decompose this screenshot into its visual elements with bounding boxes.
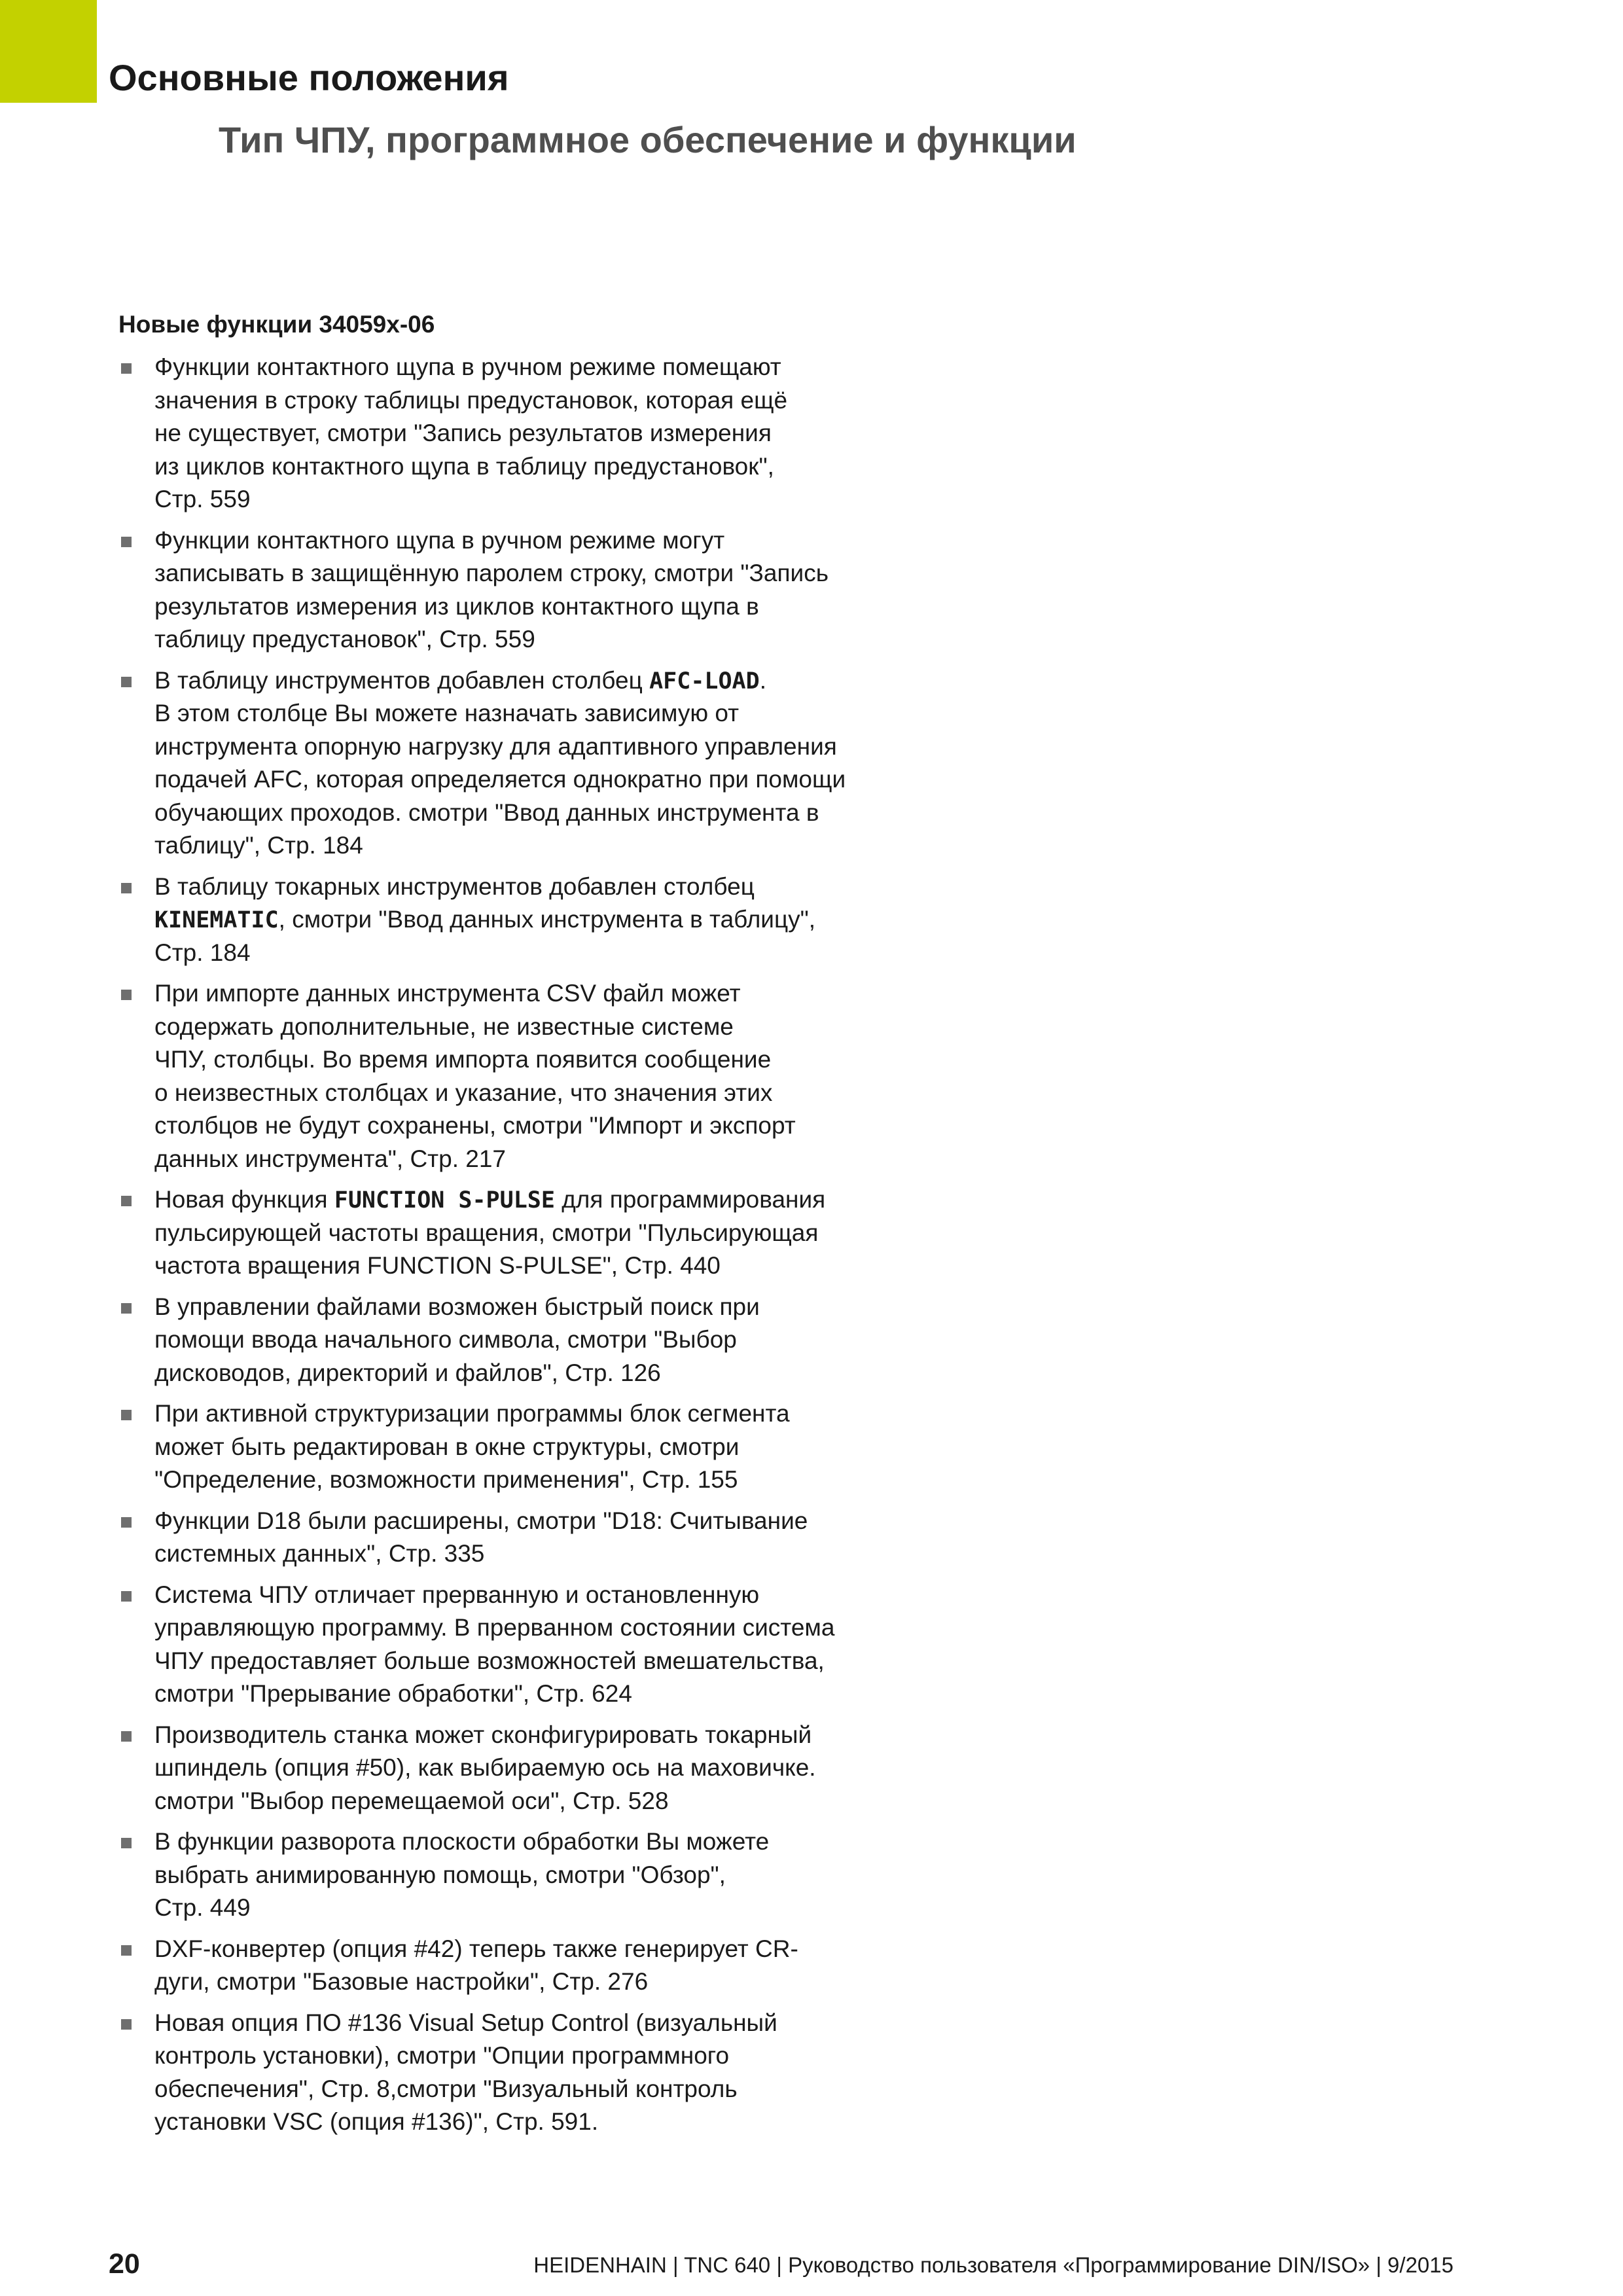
text-segment: DXF-конвертер (опция #42) теперь также генерирует CR- [154,1935,798,1962]
list-item-line [154,1892,963,1925]
square-bullet-icon [121,537,132,547]
text-segment: содержать дополнительные, не известные системе [154,1013,734,1040]
text-segment: частота вращения FUNCTION S-PULSE", Стр. 440 [154,1252,721,1279]
square-bullet-icon [121,1303,132,1314]
text-segment: может быть редактирован в окне структуры, смотри [154,1433,740,1460]
list-item-line [154,2007,963,2040]
list-item-line [154,1537,963,1571]
list-item-line [154,1431,963,1464]
list-item-line [154,697,963,730]
list-item-line [154,1463,963,1497]
list-item-line [154,829,963,863]
list-item-line [154,2106,963,2139]
text-segment: обучающих проходов. смотри "Ввод данных инструмента в [154,798,819,826]
text-segment: , смотри "Ввод данных инструмента в таблицу", [278,906,816,933]
list-item-line [154,417,963,450]
list-item-line [154,1077,963,1110]
text-segment: . [759,666,766,694]
text-segment: В таблицу инструментов добавлен столбец [154,666,650,694]
list-item-line [154,1785,963,1818]
square-bullet-icon [121,363,132,374]
text-segment: В управлении файлами возможен быстрый поиск при [154,1293,760,1320]
list-item-line [154,1291,963,1324]
text-segment: не существует, смотри "Запись результатов измерения [154,420,772,446]
square-bullet-icon [121,2019,132,2030]
list-item-line [154,730,963,764]
square-bullet-icon [121,883,132,893]
text-segment: подачей AFC, которая определяется однократно при помощи [154,766,846,793]
square-bullet-icon [121,1945,132,1956]
text-segment: ЧПУ предоставляет больше возможностей вмешательства, [154,1647,825,1674]
text-segment: пульсирующей частоты вращения, смотри "Пульсирующая [154,1219,819,1246]
list-item-line [154,2039,963,2073]
text-segment: столбцов не будут сохранены, смотри "Импорт и экспорт [154,1112,796,1139]
list-item-line [154,1965,963,1999]
list-item [118,1291,963,1390]
content-block [118,306,963,2147]
text-segment: Новая опция ПО #136 Visual Setup Control (визуальный [154,2009,777,2036]
page-number: 20 [109,2248,140,2280]
text-segment: выбрать анимированную помощь, смотри "Обзор", [154,1861,726,1888]
square-bullet-icon [121,990,132,1000]
square-bullet-icon [121,1517,132,1528]
list-item-line [154,351,963,384]
list-item-line [154,1143,963,1176]
list-item [118,1933,963,1999]
list-item-line [154,1397,963,1431]
list-item [118,1825,963,1925]
list-item-line [154,623,963,656]
text-segment: Система ЧПУ отличает прерванную и остановленную [154,1581,760,1608]
chapter-title: Основные положения [109,57,509,98]
list-item-line [154,1645,963,1678]
list-item-line [154,1859,963,1892]
text-segment: таблицу", Стр. 184 [154,832,363,859]
text-segment: смотри "Прерывание обработки", Стр. 624 [154,1680,632,1707]
list-item-line [154,664,963,698]
text-segment: шпиндель (опция #50), как выбираемую ось на маховичке. [154,1754,816,1781]
list-item-line [154,1217,963,1250]
block-heading: Новые функции 34059x-06 [118,311,435,338]
text-segment: контроль установки), смотри "Опции программного [154,2042,730,2069]
list-item [118,524,963,656]
list-item [118,1719,963,1818]
list-item-line [154,557,963,590]
list-item-line [154,1825,963,1859]
list-item-line [154,483,963,516]
text-segment: таблицу предустановок", Стр. 559 [154,626,535,653]
list-item-line [154,870,963,904]
list-item-line [154,1719,963,1752]
list-item [118,1505,963,1571]
text-segment: установки VSC (опция #136)", Стр. 591. [154,2108,599,2135]
text-segment: Функции контактного щупа в ручном режиме могут [154,526,725,554]
square-bullet-icon [121,677,132,687]
list-item-line [154,1611,963,1645]
square-bullet-icon [121,1410,132,1420]
list-item-line [154,1011,963,1044]
square-bullet-icon [121,1731,132,1742]
text-segment: помощи ввода начального символа, смотри "Выбор [154,1326,737,1353]
text-segment: значения в строку таблицы предустановок, которая ещё [154,386,788,414]
list-item-line [154,1751,963,1785]
text-segment: В этом столбце Вы можете назначать зависимую от [154,700,740,726]
text-segment: инструмента опорную нагрузку для адаптивного управления [154,732,837,760]
text-segment: ЧПУ, столбцы. Во время импорта появится сообщение [154,1046,772,1073]
list-item-line [154,797,963,830]
list-item [118,1397,963,1497]
list-item-line [154,1357,963,1390]
list-item-line [154,1109,963,1143]
list-item [118,977,963,1175]
list-item-line [154,590,963,624]
text-segment: В таблицу токарных инструментов добавлен столбец [154,872,755,900]
list-item-line [154,524,963,558]
list-item [118,2007,963,2139]
code-keyword: FUNCTION S-PULSE [334,1187,555,1213]
text-segment: дисководов, директорий и файлов", Стр. 126 [154,1359,661,1386]
text-segment: управляющую программу. В прерванном состоянии система [154,1614,835,1641]
list-item-line [154,903,963,937]
list-item-line [154,763,963,797]
text-segment: Стр. 559 [154,486,251,512]
section-title: Тип ЧПУ, программное обеспечение и функции [219,119,1077,160]
list-item-line [154,1933,963,1966]
text-segment: Производитель станка может сконфигурировать токарный [154,1721,812,1748]
square-bullet-icon [121,1591,132,1602]
square-bullet-icon [121,1838,132,1848]
text-segment: результатов измерения из циклов контактного щупа в [154,592,759,620]
text-segment: записывать в защищённую паролем строку, смотри "Запись [154,560,829,586]
list-item-line [154,1323,963,1357]
feature-list [118,351,963,2139]
text-segment: Новая функция [154,1186,334,1213]
list-item-line [154,384,963,418]
list-item [118,870,963,970]
text-segment: обеспечения", Стр. 8,смотри "Визуальный контроль [154,2075,738,2102]
text-segment: о неизвестных столбцах и указание, что значения этих [154,1079,773,1106]
text-segment: Функции контактного щупа в ручном режиме помещают [154,353,781,380]
chapter-accent-bar [0,0,97,103]
text-segment: При импорте данных инструмента CSV файл может [154,980,741,1007]
list-item-line [154,1249,963,1283]
footer-text: HEIDENHAIN | TNC 640 | Руководство пользователя «Программирование DIN/ISO» | 9/2015 [533,2253,1454,2277]
text-segment: данных инструмента", Стр. 217 [154,1145,506,1172]
text-segment: системных данных", Стр. 335 [154,1540,485,1567]
list-item-line [154,1043,963,1077]
list-item-line [154,1677,963,1711]
list-item [118,664,963,863]
code-keyword: AFC-LOAD [649,668,760,694]
text-segment: дуги, смотри "Базовые настройки", Стр. 276 [154,1968,649,1995]
text-segment: Стр. 449 [154,1894,251,1921]
text-segment: При активной структуризации программы блок сегмента [154,1400,790,1427]
list-item-line [154,1579,963,1612]
list-item-line [154,1505,963,1538]
text-segment: смотри "Выбор перемещаемой оси", Стр. 528 [154,1787,669,1814]
text-segment: В функции разворота плоскости обработки Вы можете [154,1828,770,1855]
code-keyword: KINEMATIC [154,907,279,933]
list-item [118,1579,963,1711]
list-item-line [154,450,963,484]
list-item [118,351,963,516]
text-segment: из циклов контактного щупа в таблицу предустановок", [154,452,774,480]
text-segment: Функции D18 были расширены, смотри "D18: Считывание [154,1507,808,1534]
list-item [118,1183,963,1283]
list-item-line [154,1183,963,1217]
square-bullet-icon [121,1196,132,1206]
text-segment: Стр. 184 [154,939,251,966]
text-segment: для программирования [554,1186,826,1213]
list-item-line [154,977,963,1011]
list-item-line [154,2073,963,2106]
list-item-line [154,937,963,970]
text-segment: "Определение, возможности применения", Стр. 155 [154,1466,738,1493]
